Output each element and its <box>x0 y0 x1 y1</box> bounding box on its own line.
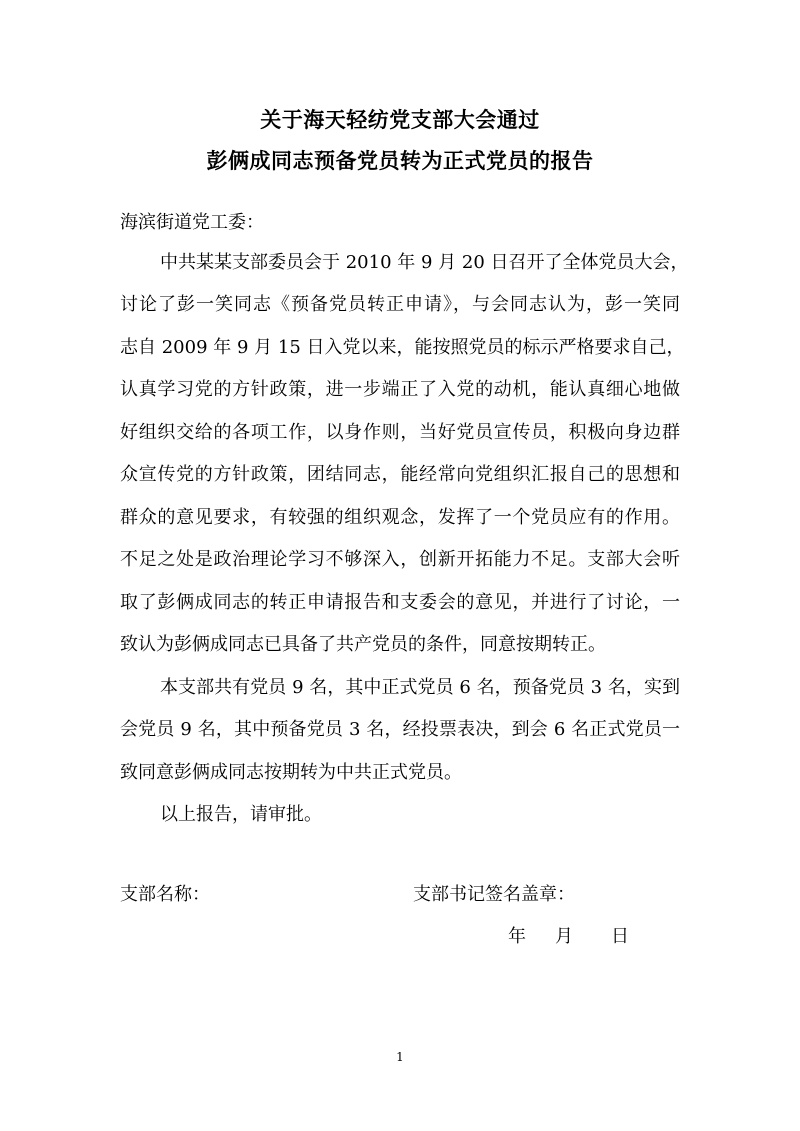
paragraph-1-line: 中共某某支部委员会于 2010 年 9 月 20 日召开了全体党员大会， <box>160 252 689 273</box>
paragraph-1-line: 众宣传党的方针政策，团结同志，能经常向党组织汇报自己的思想和 <box>120 464 680 485</box>
page-number: 1 <box>396 1050 404 1064</box>
paragraph-1-line: 志自 2009 年 9 月 15 日入党以来，能按照党员的标示严格要求自己， <box>120 337 685 358</box>
paragraph-1-line: 好组织交给的各项工作，以身作则，当好党员宣传员，积极向身边群 <box>120 422 680 443</box>
paragraph-2-line: 本支部共有党员 9 名，其中正式党员 6 名，预备党员 3 名，实到 <box>160 677 680 698</box>
branch-name-label: 支部名称： <box>120 884 210 905</box>
date-day-label: 日 <box>611 926 629 947</box>
paragraph-1-line: 认真学习党的方针政策，进一步端正了入党的动机，能认真细心地做 <box>120 379 680 400</box>
paragraph-1-line: 不足之处是政治理论学习不够深入，创新开拓能力不足。支部大会听 <box>120 549 680 570</box>
closing-line: 以上报告，请审批。 <box>160 804 322 825</box>
paragraph-2-line: 致同意彭俩成同志按期转为中共正式党员。 <box>120 762 462 783</box>
addressee: 海滨街道党工委： <box>120 212 264 233</box>
paragraph-2-line: 会党员 9 名，其中预备党员 3 名，经投票表决，到会 6 名正式党员一 <box>120 719 680 740</box>
paragraph-1-line: 致认为彭俩成同志已具备了共产党员的条件，同意按期转正。 <box>120 634 606 655</box>
document-title-line-1: 关于海天轻纺党支部大会通过 <box>260 108 540 132</box>
paragraph-1-line: 群众的意见要求，有较强的组织观念，发挥了一个党员应有的作用。 <box>120 507 680 528</box>
document-title-line-2: 彭俩成同志预备党员转为正式党员的报告 <box>206 149 594 173</box>
paragraph-1-line: 取了彭俩成同志的转正申请报告和支委会的意见，并进行了讨论，一 <box>120 592 680 613</box>
secretary-signature-label: 支部书记签名盖章： <box>413 884 575 905</box>
paragraph-1-line: 讨论了彭一笑同志《预备党员转正申请》，与会同志认为，彭一笑同 <box>120 294 680 315</box>
date-year-label: 年 <box>508 926 526 947</box>
date-month-label: 月 <box>555 926 573 947</box>
